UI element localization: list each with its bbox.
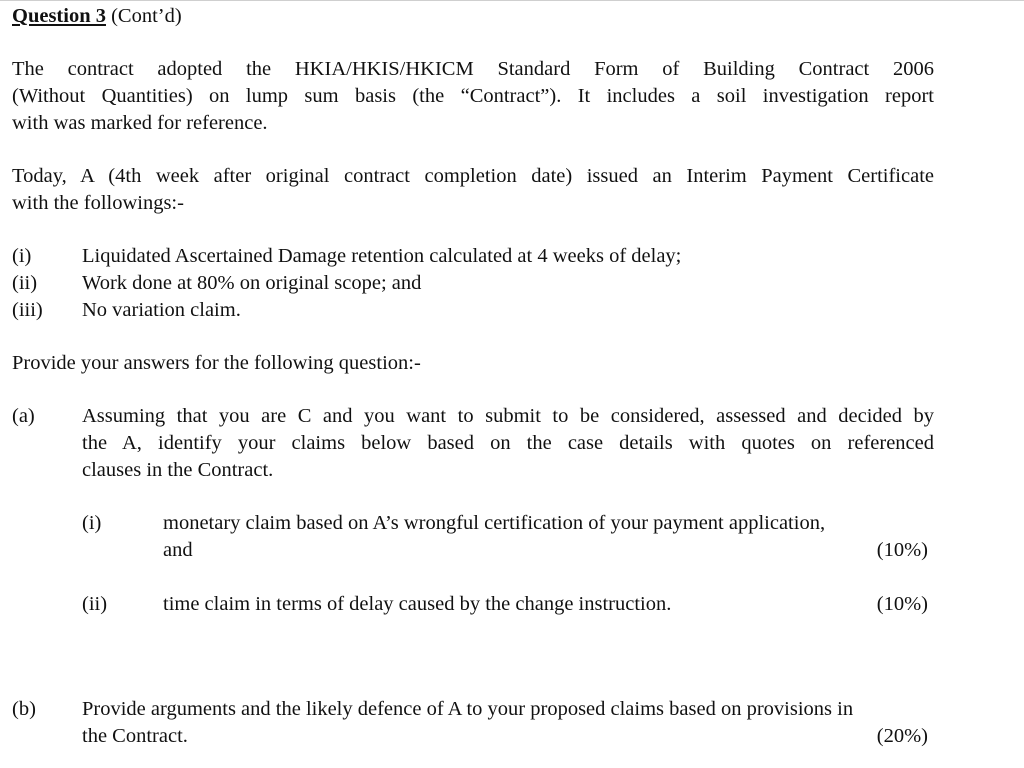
list-item-text: No variation claim. bbox=[82, 299, 241, 321]
top-border bbox=[0, 0, 1024, 1]
list-item-marker: (iii) bbox=[12, 299, 43, 321]
part-a-marker: (a) bbox=[12, 405, 35, 427]
part-a-line-3: clauses in the Contract. bbox=[82, 459, 274, 481]
sub-item-marker: (i) bbox=[82, 512, 102, 534]
answer-prompt: Provide your answers for the following question:- bbox=[12, 352, 421, 374]
part-b-line-1: Provide arguments and the likely defence of A to your proposed claims based on provisions in bbox=[82, 698, 854, 720]
marks-allocation: (20%) bbox=[876, 725, 928, 747]
question-number: Question 3 bbox=[12, 5, 106, 27]
list-item-text: Liquidated Ascertained Damage retention calculated at 4 weeks of delay; bbox=[82, 245, 682, 267]
sub-item-line: and bbox=[163, 539, 193, 561]
today-line-1: Today, A (4th week after original contract completion date) issued an Interim Payment Certificate bbox=[12, 165, 934, 187]
intro-line-3: with was marked for reference. bbox=[12, 112, 268, 134]
list-item-text: Work done at 80% on original scope; and bbox=[82, 272, 422, 294]
question-suffix: (Cont’d) bbox=[105, 5, 182, 27]
marks-allocation: (10%) bbox=[876, 539, 928, 561]
today-line-2: with the followings:- bbox=[12, 192, 184, 214]
sub-item-marker: (ii) bbox=[82, 593, 108, 615]
list-item-marker: (i) bbox=[12, 245, 32, 267]
part-b-line-2: the Contract. bbox=[82, 725, 188, 747]
list-item-marker: (ii) bbox=[12, 272, 38, 294]
sub-item-line: monetary claim based on A’s wrongful certification of your payment application, bbox=[163, 512, 826, 534]
question-heading bbox=[12, 3, 934, 30]
sub-item-line: time claim in terms of delay caused by the change instruction. bbox=[163, 593, 672, 615]
part-a-line-2: the A, identify your claims below based on the case details with quotes on referenced bbox=[82, 432, 934, 454]
part-a-line-1: Assuming that you are C and you want to submit to be considered, assessed and decided by bbox=[82, 405, 934, 427]
part-b-marker: (b) bbox=[12, 698, 36, 720]
intro-line-1: The contract adopted the HKIA/HKIS/HKICM Standard Form of Building Contract 2006 bbox=[12, 58, 934, 80]
marks-allocation: (10%) bbox=[876, 593, 928, 615]
intro-line-2: (Without Quantities) on lump sum basis (the “Contract”). It includes a soil investigation report bbox=[12, 85, 934, 107]
